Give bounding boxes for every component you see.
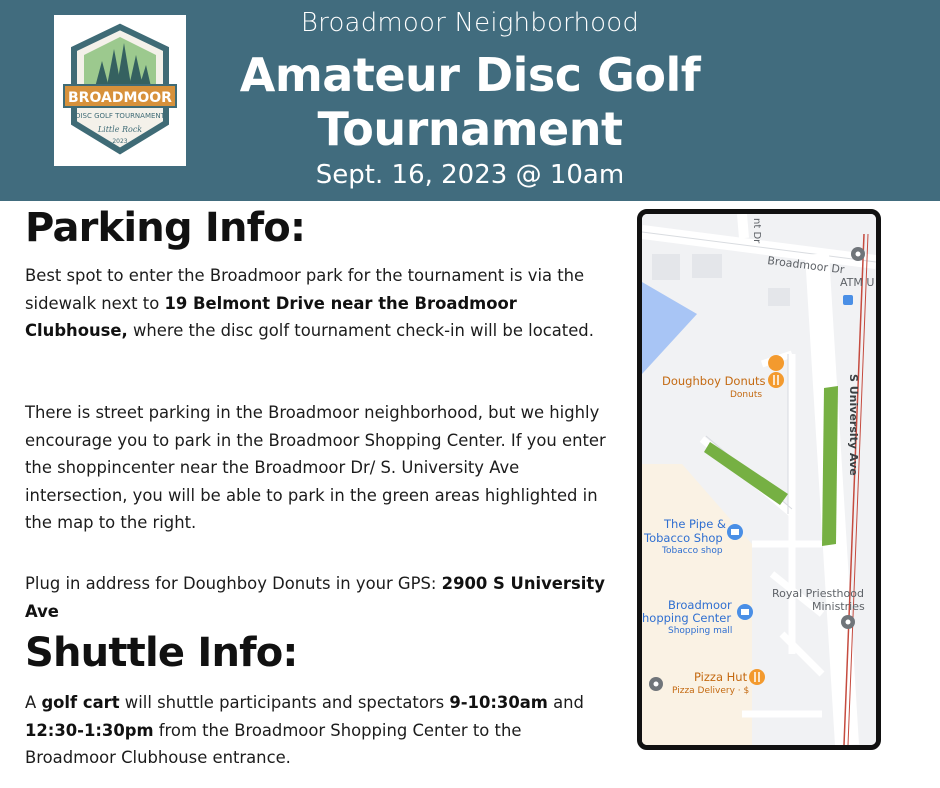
map-label-belmont: nt Dr (751, 218, 762, 244)
header-banner (0, 0, 940, 201)
shuttle-time-1: 9-10:30am (449, 693, 548, 712)
map-label-pipe-2: Tobacco Shop (644, 531, 723, 545)
shuttle-text-a: A (25, 693, 42, 712)
map-label-pipe-sub: Tobacco shop (662, 546, 723, 556)
event-date: Sept. 16, 2023 @ 10am (315, 160, 625, 190)
gray-pin-icon (649, 677, 663, 691)
map-label-donuts: Doughboy Donuts (662, 374, 766, 388)
church-pin-icon (841, 615, 855, 629)
parking-p1-bold: 19 Belmont Drive near the Broadmoor Clubhouse, (25, 293, 517, 340)
map-label-shop-1: Broadmoor (668, 598, 732, 612)
atm-pin-icon (851, 247, 865, 261)
shuttle-text-d: and (547, 693, 584, 712)
parking-p3-text: Plug in address for Doughboy Donuts in your GPS: (25, 574, 442, 593)
parking-p1-text: Best spot to enter the Broadmoor park for the tournament is via the sidewalk next to (25, 266, 585, 313)
parking-paragraph-2: There is street parking in the Broadmoor neighborhood, but we highly encourage you to park in the Broadmoor Shopping Center. If you enter the shoppincenter near the Broadmoor Dr/ S. University Ave intersection, you will be able to park in the green areas highlighted in the map to the right. (25, 403, 606, 532)
parking-paragraph-1 (25, 262, 615, 345)
shuttle-golf-cart: golf cart (41, 693, 120, 712)
header-subtitle: Broadmoor Neighborhood (300, 8, 640, 38)
shuttle-text-c: will shuttle participants and spectators (119, 693, 450, 712)
tobacco-pin-icon (727, 524, 743, 540)
map-label-pizza-sub: Pizza Delivery · $ (672, 686, 750, 696)
map-label-atm: ATM U (840, 276, 875, 289)
map-label-donuts-sub: Donuts (730, 390, 763, 400)
parking-map (637, 209, 881, 750)
shuttle-paragraph (25, 689, 615, 772)
map-label-royal-2: Ministries (812, 600, 865, 613)
map-label-broadmoor-dr: Broadmoor Dr (766, 254, 846, 277)
map-label-royal-1: Royal Priesthood (772, 587, 864, 600)
parking-paragraph-3 (25, 570, 615, 625)
shuttle-time-2: 12:30-1:30pm (25, 720, 154, 740)
gps-address: 2900 S University Ave (25, 574, 605, 621)
shopping-pin-icon (737, 604, 753, 620)
bus-stop-icon (843, 295, 853, 305)
logo-year: 2023 (112, 138, 128, 145)
shuttle-title: Shuttle Info: (25, 630, 298, 676)
page-title: Amateur Disc Golf Tournament (239, 48, 701, 156)
logo-name: BROADMOOR (68, 90, 172, 106)
map-label-shop-2: hopping Center (642, 611, 732, 625)
map-label-pipe-1: The Pipe & (664, 517, 726, 531)
map-label-university-ave: S University Ave (847, 374, 860, 476)
map-label-shop-sub: Shopping mall (668, 626, 733, 636)
parking-p1-text-end: where the disc golf tournament check-in will be located. (127, 321, 594, 340)
shuttle-text-e: from the Broadmoor Shopping Center to the Broadmoor Clubhouse entrance. (25, 720, 522, 767)
logo-script: Little Rock (97, 125, 143, 134)
map-label-pizza: Pizza Hut (694, 670, 748, 684)
parking-title: Parking Info: (25, 205, 306, 251)
pizza-pin-icon (749, 669, 765, 685)
parking-area-highlight-2 (822, 386, 838, 546)
logo-tagline: DISC GOLF TOURNAMENT (75, 112, 165, 120)
